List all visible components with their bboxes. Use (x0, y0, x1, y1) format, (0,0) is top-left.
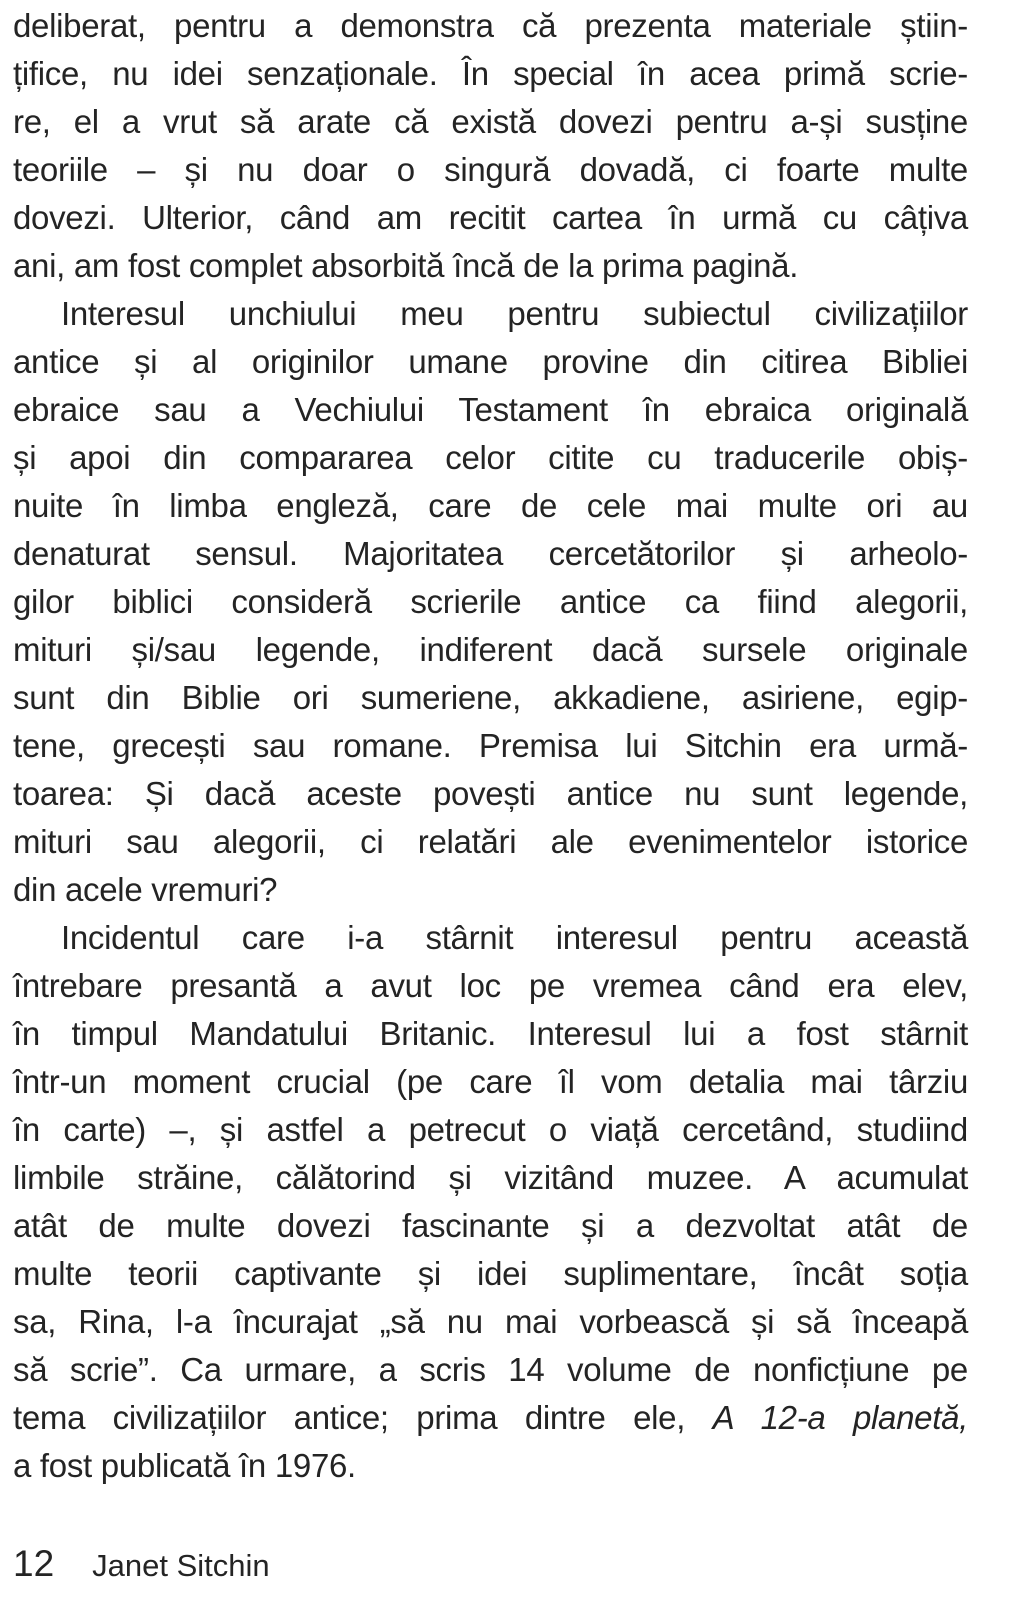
text-segment: într-un moment crucial (pe care îl vom detalia mai târziu (13, 1063, 968, 1100)
book-title-italic: A 12-a planetă, (712, 1399, 968, 1436)
text-line (13, 482, 968, 530)
text-segment: antice și al originilor umane provine din citirea Bibliei (13, 343, 968, 380)
running-footer-author: Janet Sitchin (92, 1548, 270, 1583)
text-line (13, 1154, 968, 1202)
text-segment: sunt din Biblie ori sumeriene, akkadiene, asiriene, egip- (13, 679, 968, 716)
page-text (13, 2, 968, 1490)
text-segment: și apoi din compararea celor citite cu traducerile obiș- (13, 439, 968, 476)
text-segment: ebraice sau a Vechiului Testament în ebraica originală (13, 391, 968, 428)
text-line (13, 1058, 968, 1106)
text-line (13, 1346, 968, 1394)
text-line (13, 338, 968, 386)
text-line (13, 962, 968, 1010)
text-line (13, 914, 968, 962)
text-segment: nuite în limba engleză, care de cele mai multe ori au (13, 487, 968, 524)
text-segment: întrebare presantă a avut loc pe vremea când era elev, (13, 967, 968, 1004)
text-line (13, 2, 968, 50)
text-line (13, 146, 968, 194)
text-line (13, 290, 968, 338)
text-segment: multe teorii captivante și idei suplimentare, încât soția (13, 1255, 968, 1292)
text-line (13, 194, 968, 242)
text-line (13, 866, 968, 914)
text-line (13, 1298, 968, 1346)
text-line (13, 722, 968, 770)
text-segment: dovezi. Ulterior, când am recitit cartea în urmă cu câțiva (13, 199, 968, 236)
text-line (13, 1394, 968, 1442)
text-line (13, 50, 968, 98)
text-segment: în carte) –, și astfel a petrecut o viață cercetând, studiind (13, 1111, 968, 1148)
text-line (13, 626, 968, 674)
text-segment: țifice, nu idei senzaționale. În special în acea primă scrie- (13, 55, 968, 92)
text-segment: tene, grecești sau romane. Premisa lui Sitchin era urmă- (13, 727, 968, 764)
text-line (13, 98, 968, 146)
text-segment: a fost publicată în 1976. (13, 1447, 356, 1484)
text-segment: ani, am fost complet absorbită încă de la prima pagină. (13, 247, 799, 284)
text-line (13, 578, 968, 626)
text-segment: denaturat sensul. Majoritatea cercetătorilor și arheolo- (13, 535, 968, 572)
text-line (13, 530, 968, 578)
text-segment: mituri sau alegorii, ci relatări ale evenimentelor istorice (13, 823, 968, 860)
text-segment: din acele vremuri? (13, 871, 278, 908)
text-segment: gilor biblici consideră scrierile antice ca fiind alegorii, (13, 583, 968, 620)
text-segment: Interesul unchiului meu pentru subiectul civilizațiilor (61, 295, 968, 332)
text-line (13, 1010, 968, 1058)
text-segment: să scrie”. Ca urmare, a scris 14 volume de nonficțiune pe (13, 1351, 968, 1388)
text-segment: sa, Rina, l-a încurajat „să nu mai vorbească și să înceapă (13, 1303, 968, 1340)
page-number: 12 (13, 1543, 55, 1584)
text-line (13, 770, 968, 818)
paragraph (13, 2, 968, 290)
text-segment: toarea: Și dacă aceste povești antice nu sunt legende, (13, 775, 968, 812)
text-line (13, 674, 968, 722)
text-line (13, 1202, 968, 1250)
text-segment: în timpul Mandatului Britanic. Interesul lui a fost stârnit (13, 1015, 968, 1052)
paragraph (13, 290, 968, 914)
text-segment: limbile străine, călătorind și vizitând muzee. A acumulat (13, 1159, 968, 1196)
text-segment: deliberat, pentru a demonstra că prezenta materiale știin- (13, 7, 968, 44)
text-line (13, 1250, 968, 1298)
text-segment: atât de multe dovezi fascinante și a dezvoltat atât de (13, 1207, 968, 1244)
text-segment: mituri și/sau legende, indiferent dacă sursele originale (13, 631, 968, 668)
text-line (13, 434, 968, 482)
text-segment: Incidentul care i-a stârnit interesul pentru această (61, 919, 968, 956)
text-line (13, 242, 968, 290)
text-line (13, 1106, 968, 1154)
text-line (13, 818, 968, 866)
text-segment: teoriile – și nu doar o singură dovadă, ci foarte multe (13, 151, 968, 188)
text-line (13, 386, 968, 434)
text-segment: re, el a vrut să arate că există dovezi pentru a-și susține (13, 103, 968, 140)
text-line (13, 1442, 968, 1490)
page-footer (13, 1543, 270, 1585)
text-segment: tema civilizațiilor antice; prima dintre ele, (13, 1399, 713, 1436)
paragraph (13, 914, 968, 1490)
